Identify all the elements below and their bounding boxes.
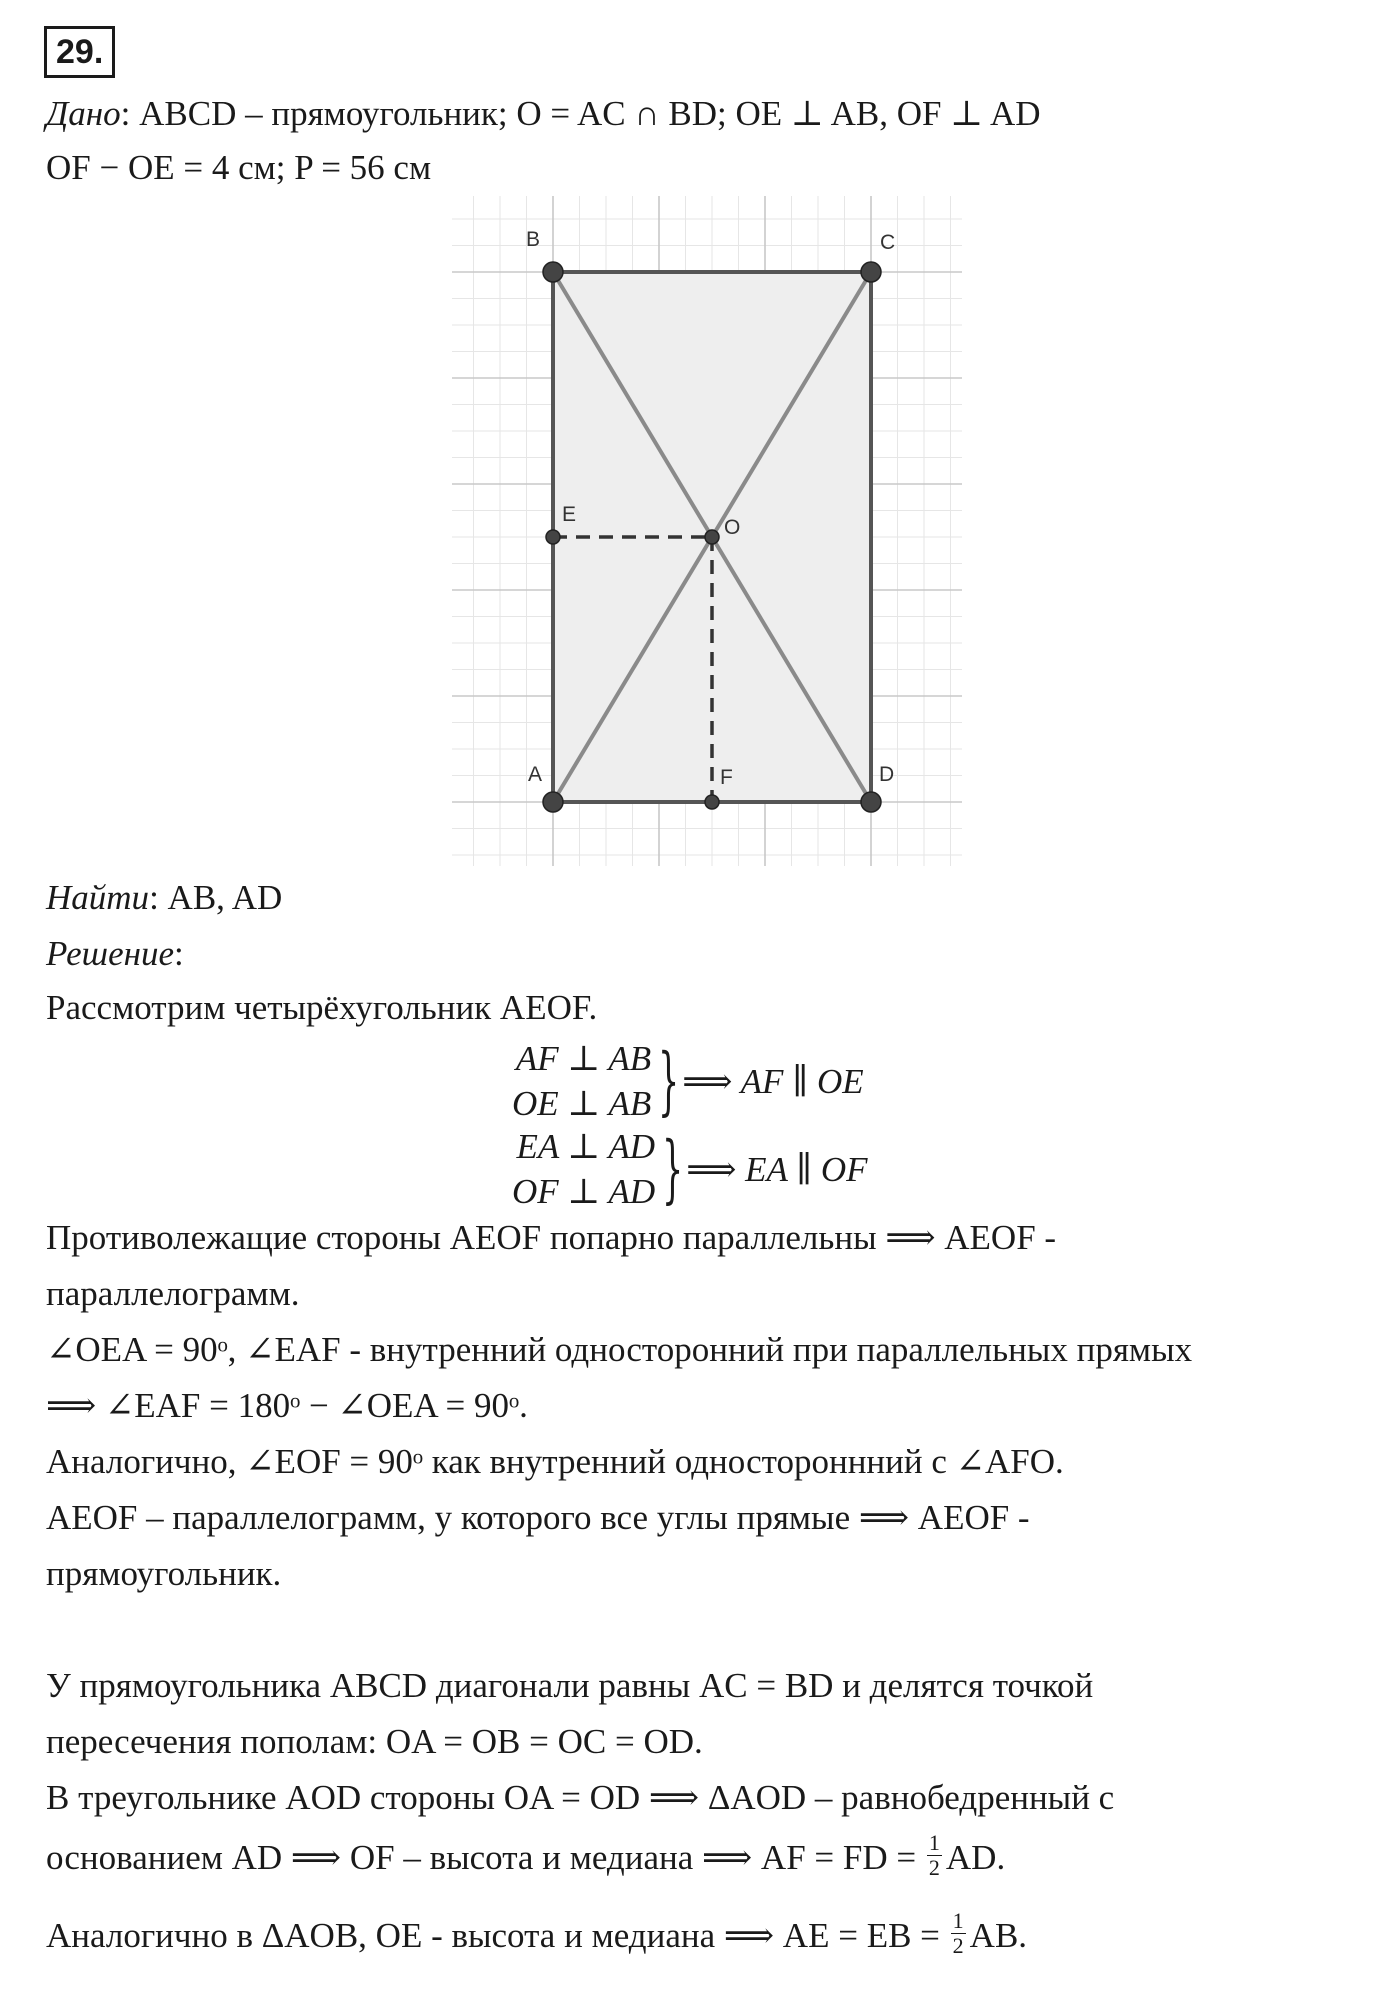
solution-line-12-start: основанием AD ⟹ OF – высота и медиана ⟹ AF = FD = [46, 1838, 925, 1877]
given-label: Дано [46, 94, 121, 133]
solution-line-13-end: AB. [969, 1916, 1028, 1955]
solution-line-11: В треугольнике AOD стороны OA = OD ⟹ ΔAOD – равнобедренный с [46, 1778, 1115, 1817]
system-1-row-1: AF ⊥ AB [515, 1039, 652, 1078]
solution-line-5: ⟹ ∠EAF = 180ᵒ − ∠OEA = 90ᵒ. [46, 1386, 528, 1425]
label-c: C [880, 231, 896, 254]
solution-line-2: Противолежащие стороны AEOF попарно параллельны ⟹ AEOF - [46, 1218, 1057, 1257]
fraction-half-2 [951, 1909, 966, 1958]
system-2-rows [512, 1124, 655, 1214]
system-2-row-1: EA ⊥ AD [516, 1127, 656, 1166]
label-b: B [526, 228, 541, 251]
fraction-half-1 [927, 1831, 942, 1880]
solution-line-9: У прямоугольника ABCD диагонали равны AC = BD и делятся точкой [46, 1666, 1094, 1705]
point-e [546, 530, 560, 544]
point-f [705, 795, 719, 809]
solution-line-6: Аналогично, ∠EOF = 90ᵒ как внутренний одностороннний с ∠AFO. [46, 1442, 1064, 1481]
solution-colon: : [174, 934, 184, 973]
system-1-rows [512, 1036, 651, 1126]
solution-line-3: параллелограмм. [46, 1274, 300, 1313]
given-text-1: : ABCD – прямоугольник; O = AC ∩ BD; OE ⊥ AB, OF ⊥ AD [120, 94, 1041, 133]
solution-line-13 [46, 1908, 1028, 1960]
fraction-half-2-numerator: 1 [952, 1908, 964, 1934]
solution-line-13-start: Аналогично в ΔAOB, OE - высота и медиана ⟹ AE = EB = [46, 1916, 949, 1955]
label-f: F [720, 766, 733, 789]
system-2-brace: } [662, 1126, 684, 1212]
system-2-row-2: OF ⊥ AD [512, 1172, 656, 1211]
point-c [861, 262, 881, 282]
system-1-brace: } [658, 1038, 680, 1124]
solution-line-12-end: AD. [945, 1838, 1006, 1877]
label-o: O [724, 516, 741, 539]
find-line [46, 874, 282, 922]
solution-line-10: пересечения пополам: OA = OB = OC = OD. [46, 1722, 703, 1761]
rectangle-figure [452, 196, 962, 866]
system-1 [512, 1036, 864, 1126]
find-text: : AB, AD [149, 878, 283, 917]
solution-line-8: прямоугольник. [46, 1554, 282, 1593]
solution-heading [46, 930, 184, 978]
label-a: A [528, 763, 543, 786]
point-o [705, 530, 719, 544]
fraction-half-1-numerator: 1 [928, 1830, 940, 1856]
point-d [861, 792, 881, 812]
solution-line-7: AEOF – параллелограмм, у которого все углы прямые ⟹ AEOF - [46, 1498, 1030, 1537]
system-1-row-2: OE ⊥ AB [512, 1084, 652, 1123]
given-line-1 [46, 90, 1041, 138]
solution-line-12 [46, 1830, 1006, 1882]
given-line-2: OF − OE = 4 см; P = 56 см [46, 148, 432, 187]
fraction-half-1-denominator: 2 [928, 1855, 940, 1881]
find-label: Найти [46, 878, 150, 917]
label-d: D [879, 763, 895, 786]
problem-number: 29. [44, 26, 115, 78]
system-2-conclusion: ⟹ EA ∥ OF [686, 1149, 868, 1189]
point-b [543, 262, 563, 282]
solution-line-1: Рассмотрим четырёхугольник AEOF. [46, 988, 598, 1027]
solution-label: Решение [46, 934, 175, 973]
system-2 [512, 1124, 868, 1214]
label-e: E [562, 503, 577, 526]
solution-line-4: ∠OEA = 90ᵒ, ∠EAF - внутренний односторонний при параллельных прямых [46, 1330, 1193, 1369]
fraction-half-2-denominator: 2 [952, 1933, 964, 1959]
point-a [543, 792, 563, 812]
system-1-conclusion: ⟹ AF ∥ OE [682, 1061, 864, 1101]
